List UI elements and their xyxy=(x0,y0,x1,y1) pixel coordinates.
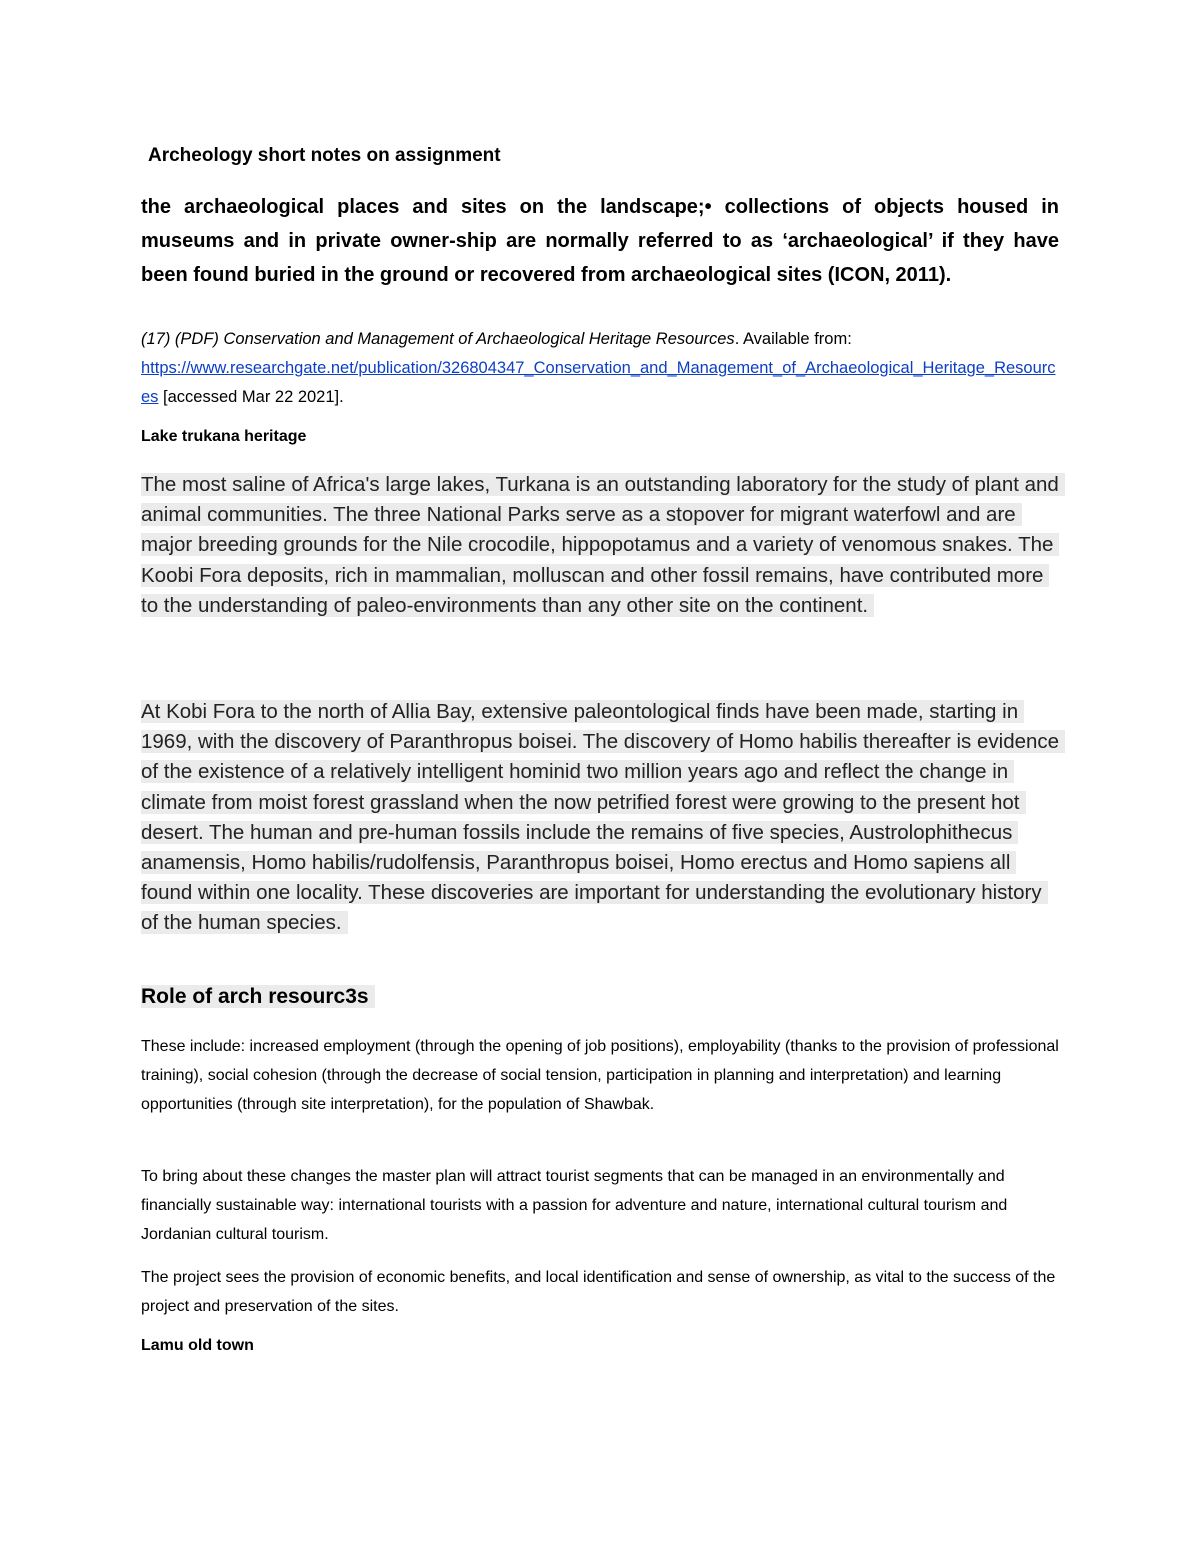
lake-paragraph-1-text: The most saline of Africa's large lakes, Turkana is an outstanding laboratory for the study of plant and animal communities. The three National Parks serve as a stopover for migrant waterfowl and are major breeding grounds for the Nile crocodile, hippopotamus and a variety of venomous snakes. The Koobi Fora deposits, rich in mammalian, molluscan and other fossil remains, have contributed more to the understanding of paleo-environments than any other site on the continent. xyxy=(141,473,1065,617)
role-paragraph-3: The project sees the provision of economic benefits, and local identification and sense of ownership, as vital to the success of the project and preservation of the sites. xyxy=(141,1269,1056,1315)
role-paragraph-2: To bring about these changes the master plan will attract tourist segments that can be managed in an environmentally and financially sustainable way: international tourists with a passion for adventure and nature, international cultural tourism and Jordanian cultural tourism. xyxy=(141,1168,1008,1243)
lake-heading: Lake trukana heritage xyxy=(141,428,307,445)
reference-accessed: [accessed Mar 22 2021]. xyxy=(158,388,344,406)
document-title: Archeology short notes on assignment xyxy=(148,145,501,166)
role-heading: Role of arch resourc3s xyxy=(141,985,375,1008)
lake-paragraph-1 xyxy=(141,470,1061,621)
lamu-heading: Lamu old town xyxy=(141,1337,254,1354)
role-paragraph-1: These include: increased employment (through the opening of job positions), employability (thanks to the provision of professional training), social cohesion (through the decrease of social tension, participation in planning and interpretation) and learning opportunities (through site interpretation), for the population of Shawbak. xyxy=(141,1038,1059,1113)
reference-available: . Available from: xyxy=(734,330,852,348)
reference-link[interactable]: https://www.researchgate.net/publication/326804347_Conservation_and_Management_of_Archaeological_Heritage_Resources xyxy=(141,359,1056,406)
lake-paragraph-2-text: At Kobi Fora to the north of Allia Bay, extensive paleontological finds have been made, starting in 1969, with the discovery of Paranthropus boisei. The discovery of Homo habilis thereafter is evidence of the existence of a relatively intelligent hominid two million years ago and reflect the change in climate from moist forest grassland when the now petrified forest were growing to the present hot desert. The human and pre-human fossils include the remains of five species, Austrolophithecus anamensis, Homo habilis/rudolfensis, Paranthropus boisei, Homo erectus and Homo sapiens all found within one locality. These discoveries are important for understanding the evolutionary history of the human species. xyxy=(141,700,1065,934)
reference-citation xyxy=(141,325,1059,412)
role-heading-block xyxy=(141,985,1059,1009)
intro-paragraph: the archaeological places and sites on the landscape;• collections of objects housed in museums and in private owner-ship are normally referred to as ‘archaeological’ if they have been found buried in the ground or recovered from archaeological sites (ICON, 2011). xyxy=(141,196,1059,286)
reference-title: (17) (PDF) Conservation and Management of Archaeological Heritage Resources xyxy=(141,330,735,348)
lake-paragraph-2 xyxy=(141,697,1061,939)
